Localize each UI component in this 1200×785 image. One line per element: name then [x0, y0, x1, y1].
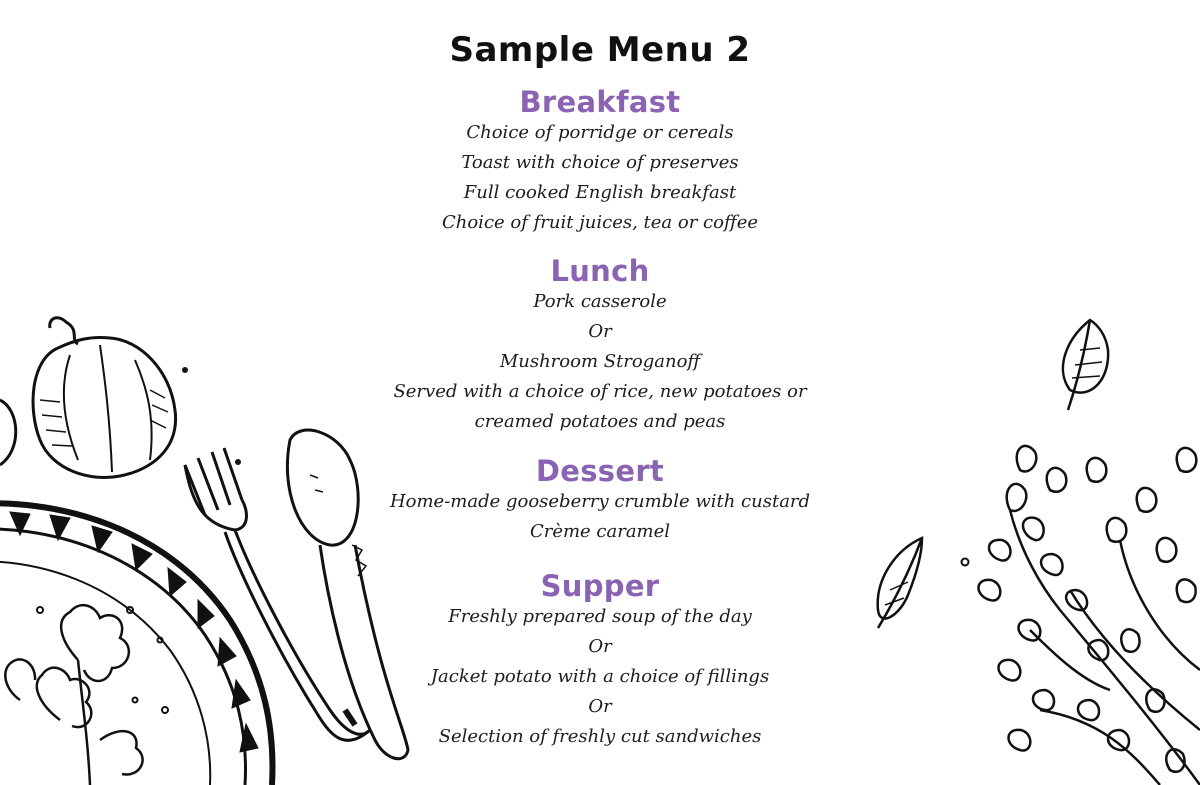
- menu-items: [350, 487, 850, 547]
- menu-item: creamed potatoes and peas: [474, 411, 726, 432]
- section-heading: Supper: [540, 569, 660, 603]
- section-dessert: [350, 454, 850, 547]
- menu-item: Served with a choice of rice, new potatoes or: [393, 381, 807, 402]
- ink-dot: [962, 559, 969, 566]
- menu-item: Or: [588, 636, 612, 657]
- menu-items: [350, 118, 850, 238]
- right-illustration: [860, 310, 1200, 785]
- section-lunch: [350, 254, 850, 437]
- menu-item: Pork casserole: [533, 291, 667, 312]
- section-heading: Lunch: [550, 254, 650, 288]
- section-supper: [350, 569, 850, 752]
- section-breakfast: [350, 85, 850, 238]
- ink-dot: [235, 459, 241, 465]
- menu-item: Or: [588, 321, 612, 342]
- bell-pepper-icon: [33, 318, 176, 478]
- menu-item: Jacket potato with a choice of fillings: [430, 666, 770, 687]
- tomato-icon: [0, 400, 16, 465]
- parsley-icon: [5, 605, 142, 785]
- menu-item: Freshly prepared soup of the day: [448, 606, 752, 627]
- section-heading: Dessert: [535, 454, 665, 488]
- leaf-icon: [878, 538, 922, 628]
- menu-item: Choice of porridge or cereals: [466, 122, 734, 143]
- branch-icon: [979, 446, 1200, 785]
- menu-item: Choice of fruit juices, tea or coffee: [441, 212, 759, 233]
- menu-item: Full cooked English breakfast: [463, 182, 737, 203]
- menu-item: Crème caramel: [529, 521, 671, 542]
- section-heading: Breakfast: [519, 85, 681, 119]
- menu-items: [350, 287, 850, 437]
- leaf-icon: [1063, 320, 1108, 410]
- menu-item: Toast with choice of preserves: [461, 152, 739, 173]
- menu-item: Selection of freshly cut sandwiches: [438, 726, 762, 747]
- menu-item: Or: [588, 696, 612, 717]
- menu-title: Sample Menu 2: [449, 30, 751, 70]
- menu-items: [350, 602, 850, 752]
- menu-item: Mushroom Stroganoff: [499, 351, 701, 372]
- ink-dot: [182, 367, 188, 373]
- menu-item: Home-made gooseberry crumble with custard: [389, 491, 811, 512]
